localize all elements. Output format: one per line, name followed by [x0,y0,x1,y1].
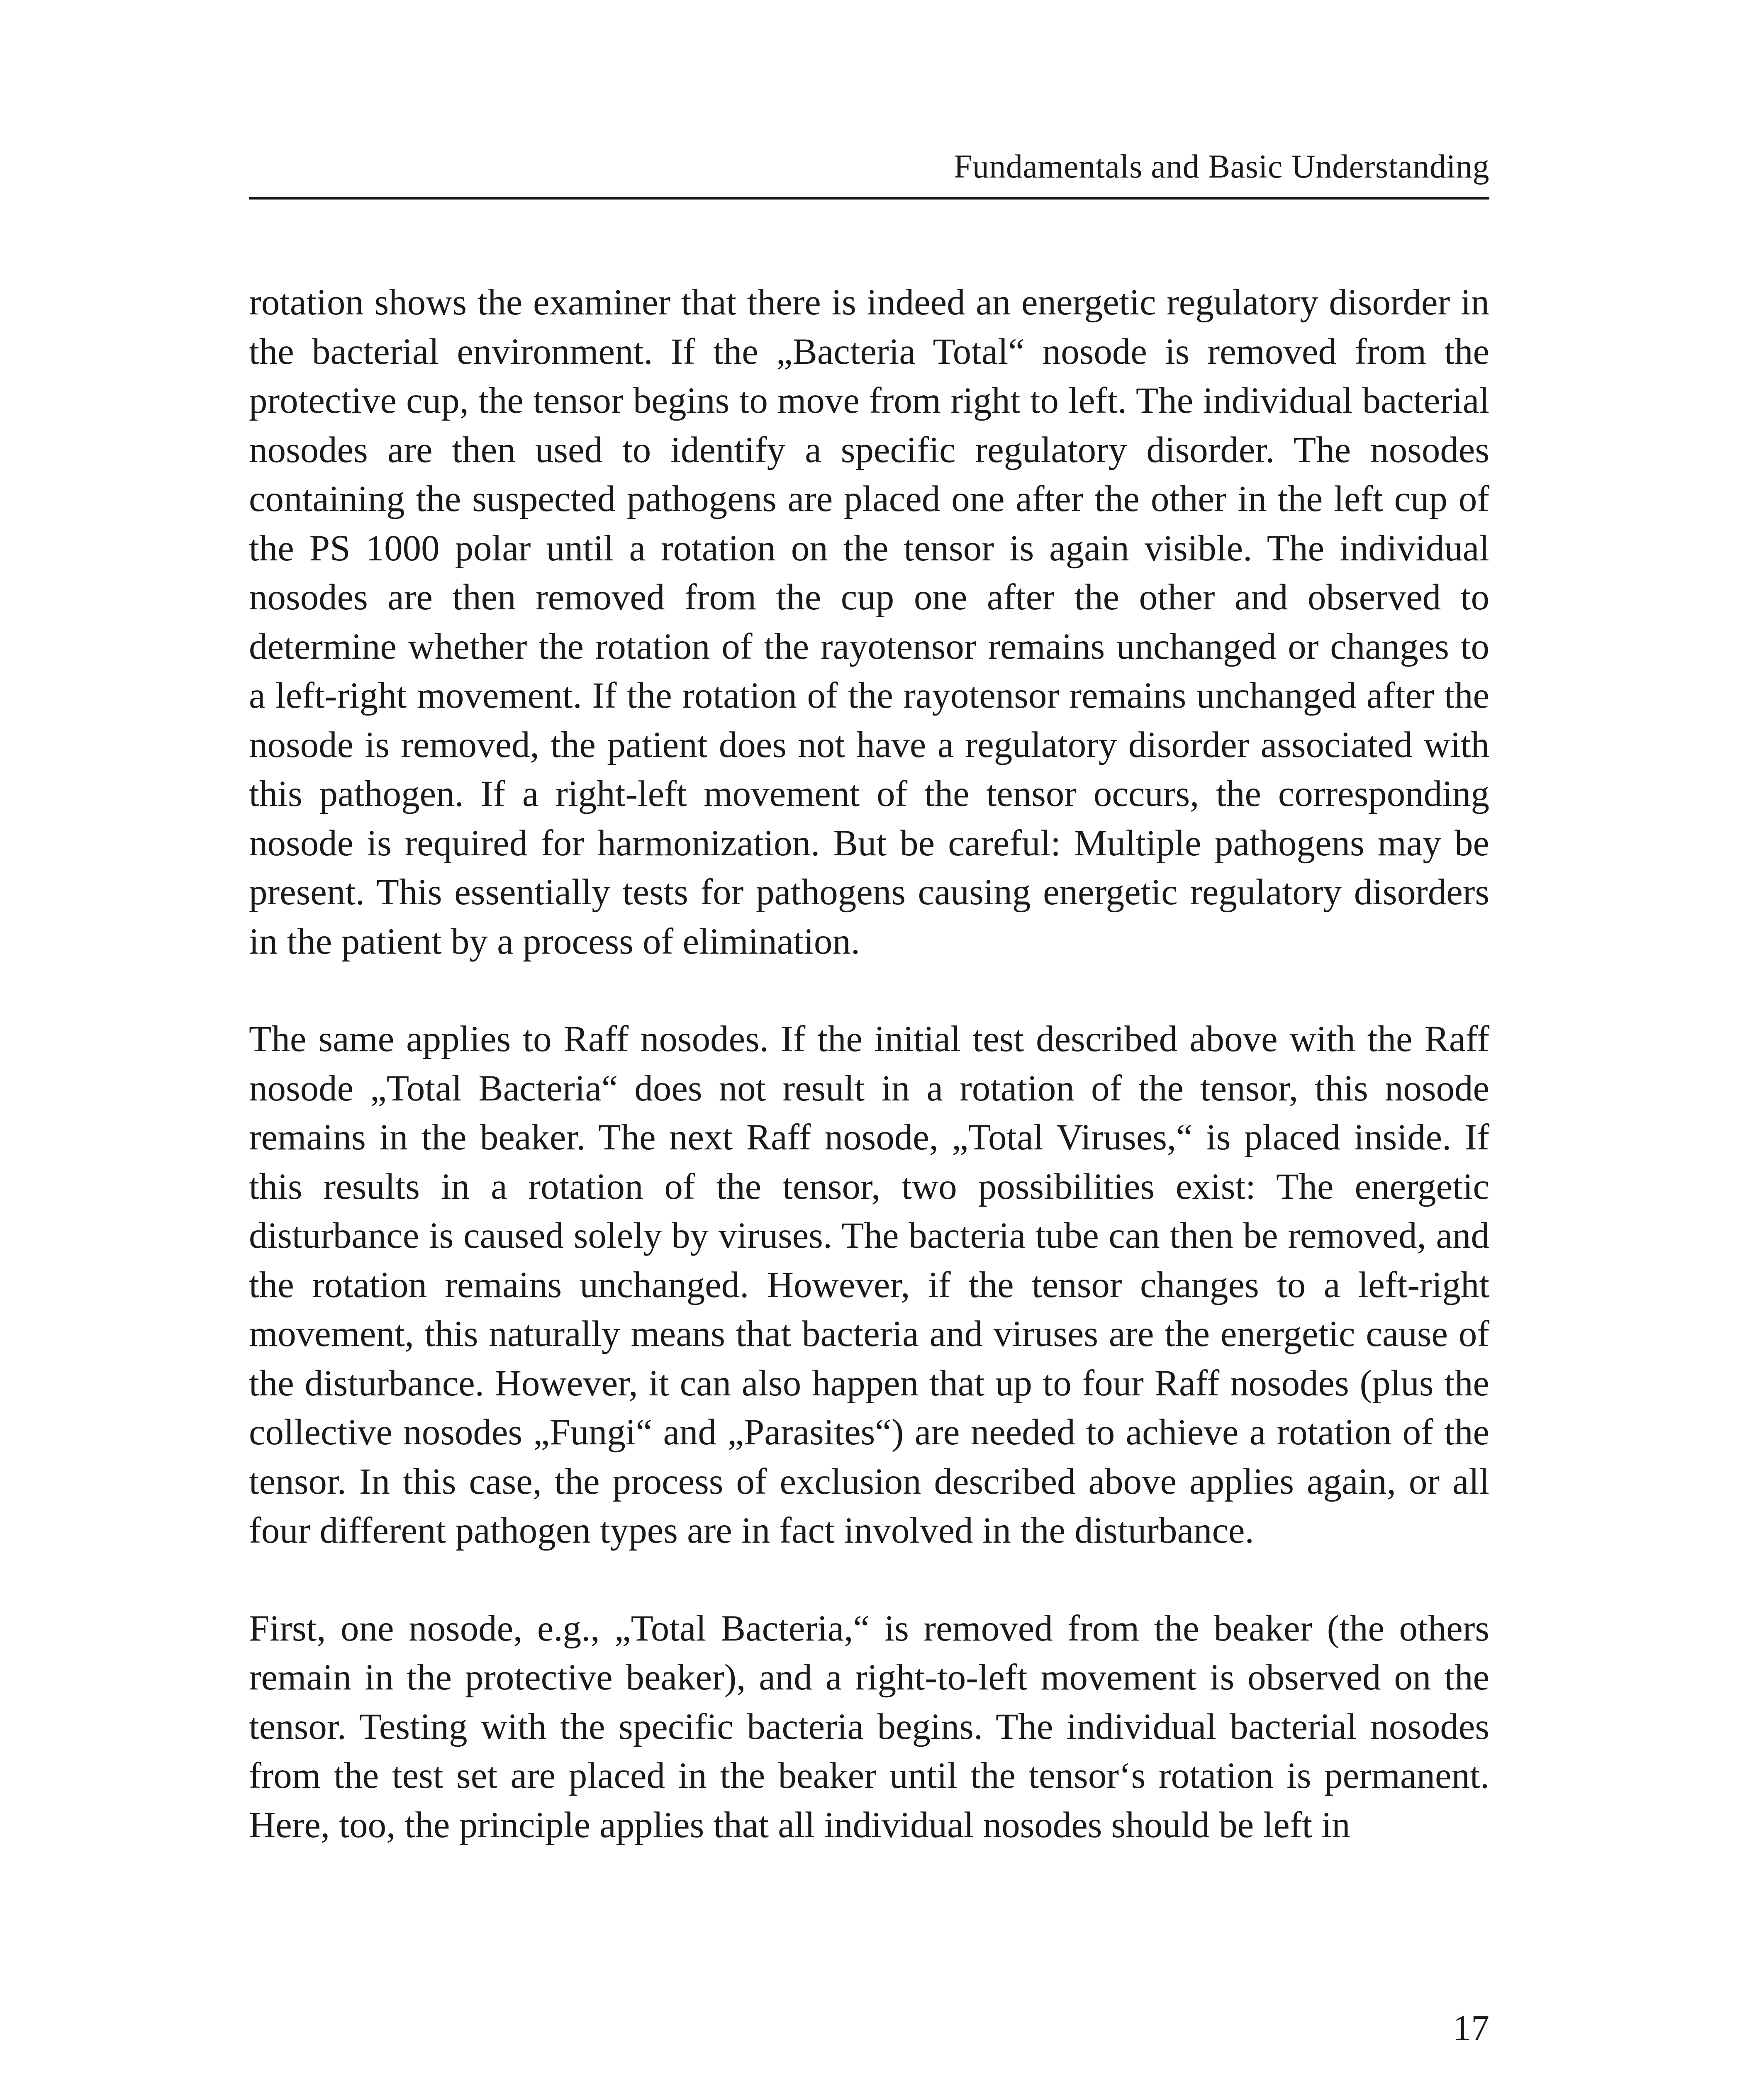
paragraph: First, one nosode, e.g., „Total Bacteria,“ is removed from the beaker (the others remain in the protective beaker), and a right-to-left movement is observed on the tensor. Testing with the specific bacteria begins. The individual bacterial nosodes from the test set are placed in the beaker until the tensor‘s rotation is permanent. Here, too, the principle applies that all individual nosodes should be left in [249,1608,1489,1845]
page-number: 17 [1453,2008,1489,2048]
paragraph: The same applies to Raff nosodes. If the initial test described above with the Raff nosode „Total Bacteria“ does not result in a rotation of the tensor, this nosode remains in the beaker. The next Raff nosode, „Total Viruses,“ is placed inside. If this results in a rotation of the tensor, two possibilities exist: The energetic disturbance is caused solely by viruses. The bacteria tube can then be removed, and the rotation remains unchanged. However, if the tensor changes to a left-right movement, this naturally means that bacteria and viruses are the energetic cause of the disturbance. However, it can also happen that up to four Raff nosodes (plus the collective nosodes „Fungi“ and „Parasites“) are needed to achieve a rotation of the tensor. In this case, the process of exclusion described above applies again, or all four different pathogen types are in fact involved in the disturbance. [249,1019,1489,1551]
running-head: Fundamentals and Basic Understanding [953,148,1489,185]
body-text [249,278,1489,1898]
paragraph: rotation shows the examiner that there is indeed an energetic regulatory disorder in the bacterial environment. If the „Bacteria Total“ nosode is removed from the protective cup, the tensor begins to move from right to left. The individual bacterial nosodes are then used to identify a specific regulatory disorder. The nosodes containing the suspected pathogens are placed one after the other in the left cup of the PS 1000 polar until a rotation on the tensor is again visible. The individual nosodes are then removed from the cup one after the other and observed to determine whether the rotation of the rayotensor remains unchanged or changes to a left-right movement. If the rotation of the rayotensor remains unchanged after the nosode is removed, the patient does not have a regulatory disorder associated with this pathogen. If a right-left movement of the tensor occurs, the corresponding nosode is required for harmonization. But be careful: Multiple pathogens may be present. This essentially tests for pathogens causing energetic regulatory disorders in the patient by a process of elimination. [249,282,1489,962]
header-rule [249,197,1489,200]
